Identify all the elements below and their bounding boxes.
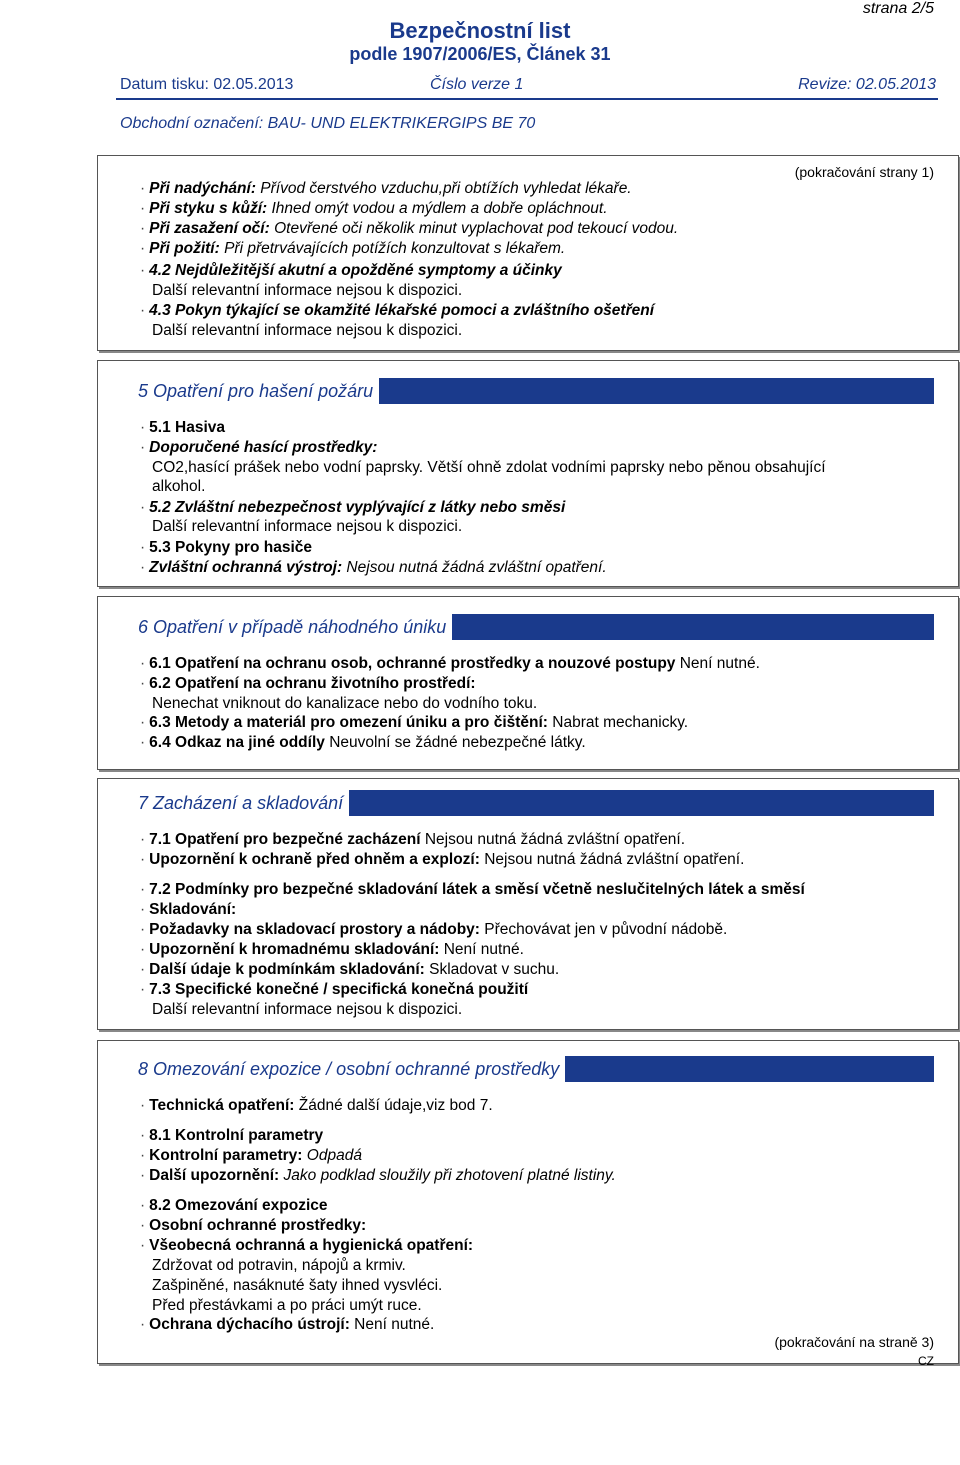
s6-line-1: · 6.1 Opatření na ochranu osob, ochranné prostředky a nouzové postupy Není nutné.	[140, 655, 760, 672]
s7-line-3: · 7.2 Podmínky pro bezpečné skladování látek a směsí včetně neslučitelných látek a směsí	[140, 881, 805, 898]
s8-line-7: · Všeobecná ochranná a hygienická opatření:	[140, 1237, 474, 1254]
s6-line-4: · 6.3 Metody a materiál pro omezení úniku a pro čištění: Nabrat mechanicky.	[140, 714, 689, 731]
s4-line-1: · Při nadýchání: Přívod čerstvého vzduchu,při obtížích vyhledat lékaře.	[140, 180, 632, 197]
continuation-top: (pokračování strany 1)	[794, 164, 934, 180]
s7-line-2: · Upozornění k ochraně před ohněm a explozí: Nejsou nutná žádná zvláštní opatření.	[140, 851, 745, 868]
s6-line-3: Nenechat vniknout do kanalizace nebo do vodního toku.	[152, 695, 538, 712]
s5-line-2: · Doporučené hasící prostředky:	[140, 439, 378, 456]
s5-line-8: · Zvláštní ochranná výstroj: Nejsou nutná žádná zvláštní opatření.	[140, 559, 607, 576]
s8-line-11: · Ochrana dýchacího ústrojí: Není nutné.	[140, 1316, 435, 1333]
print-date: Datum tisku: 02.05.2013	[120, 76, 294, 93]
s7-line-7: · Další údaje k podmínkám skladování: Skladovat v suchu.	[140, 961, 560, 978]
s5-line-7: · 5.3 Pokyny pro hasiče	[140, 539, 312, 556]
s6-line-5: · 6.4 Odkaz na jiné oddíly Neuvolní se žádné nebezpečné látky.	[140, 734, 586, 751]
page-number: strana 2/5	[862, 0, 934, 17]
s5-line-5: · 5.2 Zvláštní nebezpečnost vyplývající z látky nebo směsi	[140, 499, 566, 516]
document-title: Bezpečnostní list	[389, 18, 571, 43]
s7-line-6: · Upozornění k hromadnému skladování: Není nutné.	[140, 941, 524, 958]
s4-line-3: · Při zasažení očí: Otevřené oči několik minut vyplachovat pod tekoucí vodou.	[140, 220, 679, 237]
s8-line-3: · Kontrolní parametry: Odpadá	[140, 1147, 362, 1164]
s5-line-1: · 5.1 Hasiva	[140, 419, 226, 436]
s8-line-6: · Osobní ochranné prostředky:	[140, 1217, 367, 1234]
s4-line-8: Další relevantní informace nejsou k dispozici.	[152, 322, 463, 339]
s8-line-5: · 8.2 Omezování expozice	[140, 1197, 328, 1214]
s7-line-5: · Požadavky na skladovací prostory a nádoby: Přechovávat jen v původní nádobě.	[140, 921, 728, 938]
version-number: Číslo verze 1	[430, 76, 524, 93]
revision-date: Revize: 02.05.2013	[798, 76, 936, 93]
s7-line-4: · Skladování:	[140, 901, 237, 918]
s4-line-6: Další relevantní informace nejsou k dispozici.	[152, 282, 463, 299]
header-rule	[116, 98, 938, 100]
s4-line-4: · Při požití: Při přetrvávajících potížích konzultovat s lékařem.	[140, 240, 566, 257]
section-8-title: 8 Omezování expozice / osobní ochranné prostředky	[122, 1056, 565, 1082]
s5-line-6: Další relevantní informace nejsou k dispozici.	[152, 518, 463, 535]
s8-line-1: · Technická opatření: Žádné další údaje,viz bod 7.	[140, 1097, 493, 1114]
country-code: CZ	[918, 1354, 934, 1368]
section-6-title: 6 Opatření v případě náhodného úniku	[122, 614, 452, 640]
section-7-title: 7 Zacházení a skladování	[122, 790, 349, 816]
document-subtitle: podle 1907/2006/ES, Článek 31	[349, 44, 611, 64]
s4-line-7: · 4.3 Pokyn týkající se okamžité lékařské pomoci a zvláštního ošetření	[140, 302, 655, 319]
s8-line-10: Před přestávkami a po práci umýt ruce.	[152, 1297, 422, 1314]
s6-line-2: · 6.2 Opatření na ochranu životního prostředí:	[140, 675, 476, 692]
s5-line-3: CO2,hasící prášek nebo vodní paprsky. Větší ohně zdolat vodními paprsky nebo pěnou obsahující	[152, 459, 826, 476]
s4-line-5: · 4.2 Nejdůležitější akutní a opožděné symptomy a účinky	[140, 262, 562, 279]
s4-line-2: · Při styku s kůží: Ihned omýt vodou a mýdlem a dobře opláchnout.	[140, 200, 608, 217]
s7-line-8: · 7.3 Specifické konečné / specifická konečná použití	[140, 981, 529, 998]
s8-line-4: · Další upozornění: Jako podklad sloužily při zhotovení platné listiny.	[140, 1167, 616, 1184]
s8-line-8: Zdržovat od potravin, nápojů a krmiv.	[152, 1257, 406, 1274]
s8-line-2: · 8.1 Kontrolní parametry	[140, 1127, 324, 1144]
s5-line-4: alkohol.	[152, 478, 206, 495]
trade-name: Obchodní označení: BAU- UND ELEKTRIKERGIPS BE 70	[120, 115, 536, 132]
s8-line-9: Zašpiněné, nasáknuté šaty ihned vysvléci.	[152, 1277, 443, 1294]
s7-line-1: · 7.1 Opatření pro bezpečné zacházení Nejsou nutná žádná zvláštní opatření.	[140, 831, 686, 848]
s7-line-9: Další relevantní informace nejsou k dispozici.	[152, 1001, 463, 1018]
continuation-bottom: (pokračování na straně 3)	[774, 1334, 934, 1350]
section-5-title: 5 Opatření pro hašení požáru	[122, 378, 379, 404]
